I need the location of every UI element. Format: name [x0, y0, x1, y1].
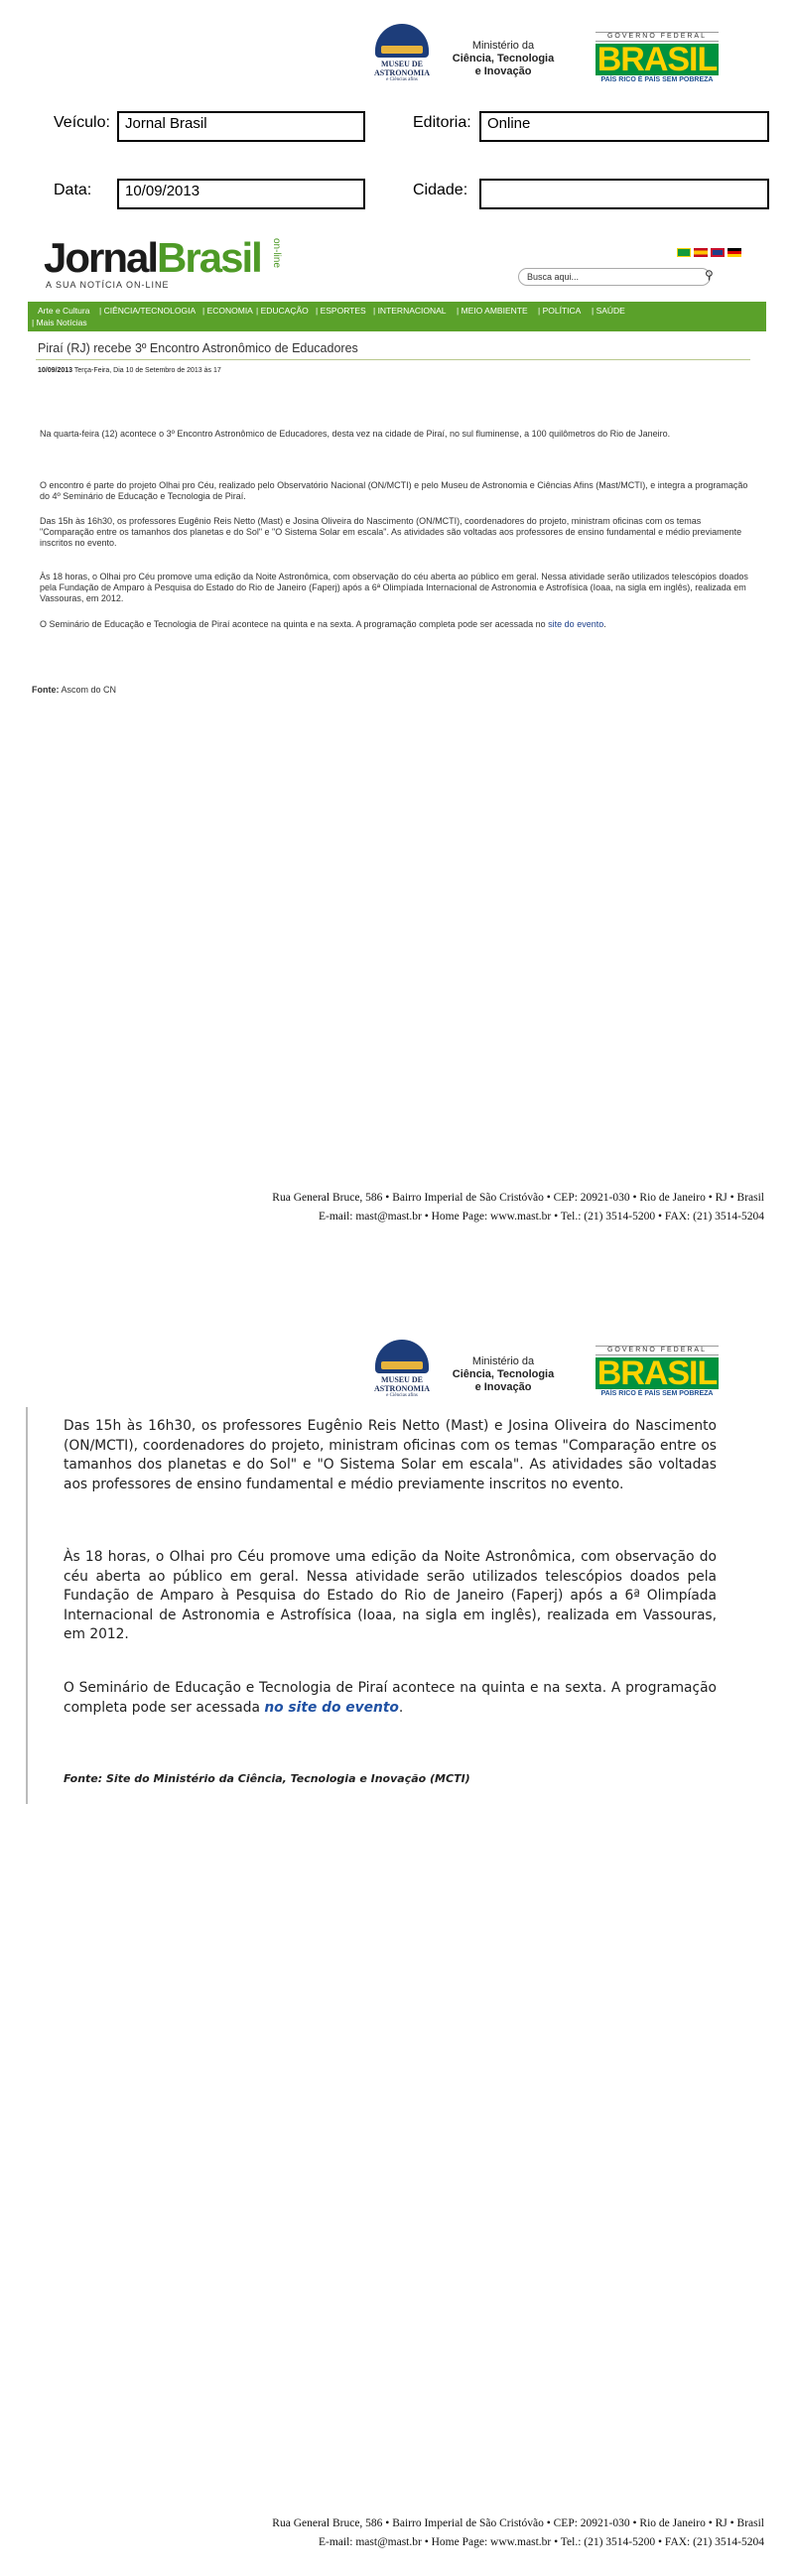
- gov-brasil-logo: GOVERNO FEDERAL BRASIL PAÍS RICO É PAÍS SEM POBREZA: [596, 33, 718, 83]
- page2-paragraph-2: Às 18 horas, o Olhai pro Céu promove uma edição da Noite Astronômica, com observação do céu aberta ao público em geral. Nessa atividade serão utilizados telescópios doados pela Fundação de Amparo à Pesquisa do Estado do Rio de Janeiro (Faperj) após a 6ª Olimpíada Internacional de Astronomia e Astrofísica (Ioaa, na sigla em inglês), realizada em Vassouras, em 2012.: [64, 1549, 717, 1643]
- footer-page-2: Rua General Bruce, 586 • Bairro Imperial de São Cristóvão • CEP: 20921-030 • Rio de Janeiro • RJ • Brasil E-mail: mast@mast.br • Home Page: www.mast.br • Tel.: (21) 3514-5200 • FAX: (21) 3514-5204: [272, 2517, 764, 2548]
- search-input[interactable]: Busca aqui...: [518, 268, 711, 286]
- online-mark: on-line: [271, 238, 282, 269]
- data-label: Data:: [54, 182, 92, 198]
- ministry-label-2: Ministério da Ciência, Tecnologia e Inovação: [452, 1355, 555, 1393]
- veiculo-field: Jornal Brasil: [117, 111, 365, 142]
- nav-mais-noticias[interactable]: | Mais Notícias: [32, 318, 87, 327]
- article-paragraph-5: O Seminário de Educação e Tecnologia de Piraí acontece na quinta e na sexta. A programação completa pode ser acessada no site do evento.: [40, 619, 606, 629]
- flag-uk-icon[interactable]: [711, 248, 725, 257]
- gov-brasil-logo-2: GOVERNO FEDERAL BRASIL PAÍS RICO É PAÍS SEM POBREZA: [596, 1347, 718, 1397]
- article-date: 10/09/2013 Terça-Feira, Dia 10 de Setembro de 2013 às 17: [38, 367, 221, 374]
- page2-paragraph-3: O Seminário de Educação e Tecnologia de Piraí acontece na quinta e na sexta. A programação completa pode ser acessada no site do evento.: [64, 1680, 717, 1716]
- title-divider: [36, 359, 750, 360]
- nav-arte-cultura[interactable]: Arte e Cultura: [38, 306, 90, 316]
- page2-site-link[interactable]: no site do evento: [264, 1699, 399, 1716]
- cidade-label: Cidade:: [413, 182, 468, 198]
- footer-page-1: Rua General Bruce, 586 • Bairro Imperial de São Cristóvão • CEP: 20921-030 • Rio de Janeiro • RJ • Brasil E-mail: mast@mast.br • Home Page: www.mast.br • Tel.: (21) 3514-5200 • FAX: (21) 3514-5204: [272, 1192, 764, 1223]
- site-tagline: A SUA NOTÍCIA ON-LINE: [46, 280, 170, 290]
- cidade-field: [479, 179, 769, 209]
- editoria-field: Online: [479, 111, 769, 142]
- flag-br-icon[interactable]: [677, 248, 691, 257]
- search-icon[interactable]: ⚲: [705, 268, 714, 282]
- flag-es-icon[interactable]: [694, 248, 708, 257]
- nav-internacional[interactable]: | INTERNACIONAL: [373, 306, 447, 316]
- article-paragraph-3: Das 15h às 16h30, os professores Eugênio Reis Netto (Mast) e Josina Oliveira do Nascimento (ON/MCTI), coordenadores do projeto, ministram oficinas com os temas "Comparação entre os tamanhos dos planetas e do Sol" e "O Sistema Solar em escala". As atividades são voltadas aos professores de ensino fundamental e médio previamente inscritos no evento.: [40, 516, 742, 548]
- nav-bar: [28, 302, 766, 331]
- mast-logo: MUSEU DE ASTRONOMIA e Ciências afins: [369, 24, 435, 85]
- nav-ciencia[interactable]: | CIÊNCIA/TECNOLOGIA: [99, 306, 197, 316]
- site-do-evento-link[interactable]: site do evento: [548, 619, 604, 629]
- flag-de-icon[interactable]: [728, 248, 741, 257]
- page2-source: Fonte: Site do Ministério da Ciência, Tecnologia e Inovação (MCTI): [64, 1772, 470, 1785]
- article-paragraph-1: Na quarta-feira (12) acontece o 3º Encontro Astronômico de Educadores, desta vez na cidade de Piraí, no sul fluminense, a 100 quilômetros do Rio de Janeiro.: [40, 429, 671, 439]
- article-title: Piraí (RJ) recebe 3º Encontro Astronômico de Educadores: [38, 341, 358, 355]
- nav-educacao[interactable]: | EDUCAÇÃO: [256, 306, 309, 316]
- clipping-border: [26, 1407, 28, 1804]
- article-source: Fonte: Ascom do CN: [32, 685, 117, 695]
- data-field: 10/09/2013: [117, 179, 365, 209]
- ministry-label: Ministério da Ciência, Tecnologia e Inovação: [452, 40, 555, 77]
- veiculo-label: Veículo:: [54, 114, 110, 131]
- article-paragraph-4: Às 18 horas, o Olhai pro Céu promove uma edição da Noite Astronômica, com observação do céu aberta ao público em geral. Nessa atividade serão utilizados telescópios doados pela Fundação de Amparo à Pesquisa do Estado do Rio de Janeiro (Faperj) após a 6ª Olimpíada Internacional de Astronomia e Astrofísica (Ioaa, na sigla em inglês), realizada em Vassouras, em 2012.: [40, 572, 748, 603]
- nav-meio-ambiente[interactable]: | MEIO AMBIENTE: [457, 306, 528, 316]
- nav-saude[interactable]: | SAÚDE: [592, 306, 625, 316]
- nav-esportes[interactable]: | ESPORTES: [316, 306, 366, 316]
- article-paragraph-2: O encontro é parte do projeto Olhai pro Céu, realizado pelo Observatório Nacional (ON/MCTI) e pelo Museu de Astronomia e Ciências Afins (Mast/MCTI), e integra a programação do 4º Seminário de Educação e Tecnologia de Piraí.: [40, 480, 748, 501]
- page2-paragraph-1: Das 15h às 16h30, os professores Eugênio Reis Netto (Mast) e Josina Oliveira do Nascimento (ON/MCTI), coordenadores do projeto, ministram oficinas com os temas "Comparação entre os tamanhos dos planetas e do Sol" e "O Sistema Solar em escala". As atividades são voltadas aos professores de ensino fundamental e médio previamente inscritos no evento.: [64, 1418, 717, 1492]
- language-flags: [677, 244, 744, 262]
- jornal-brasil-logo: JornalBrasil: [44, 234, 261, 281]
- mast-logo-2: MUSEU DE ASTRONOMIA e Ciências afins: [369, 1340, 435, 1401]
- nav-economia[interactable]: | ECONOMIA: [202, 306, 253, 316]
- nav-politica[interactable]: | POLÍTICA: [538, 306, 582, 316]
- editoria-label: Editoria:: [413, 114, 471, 131]
